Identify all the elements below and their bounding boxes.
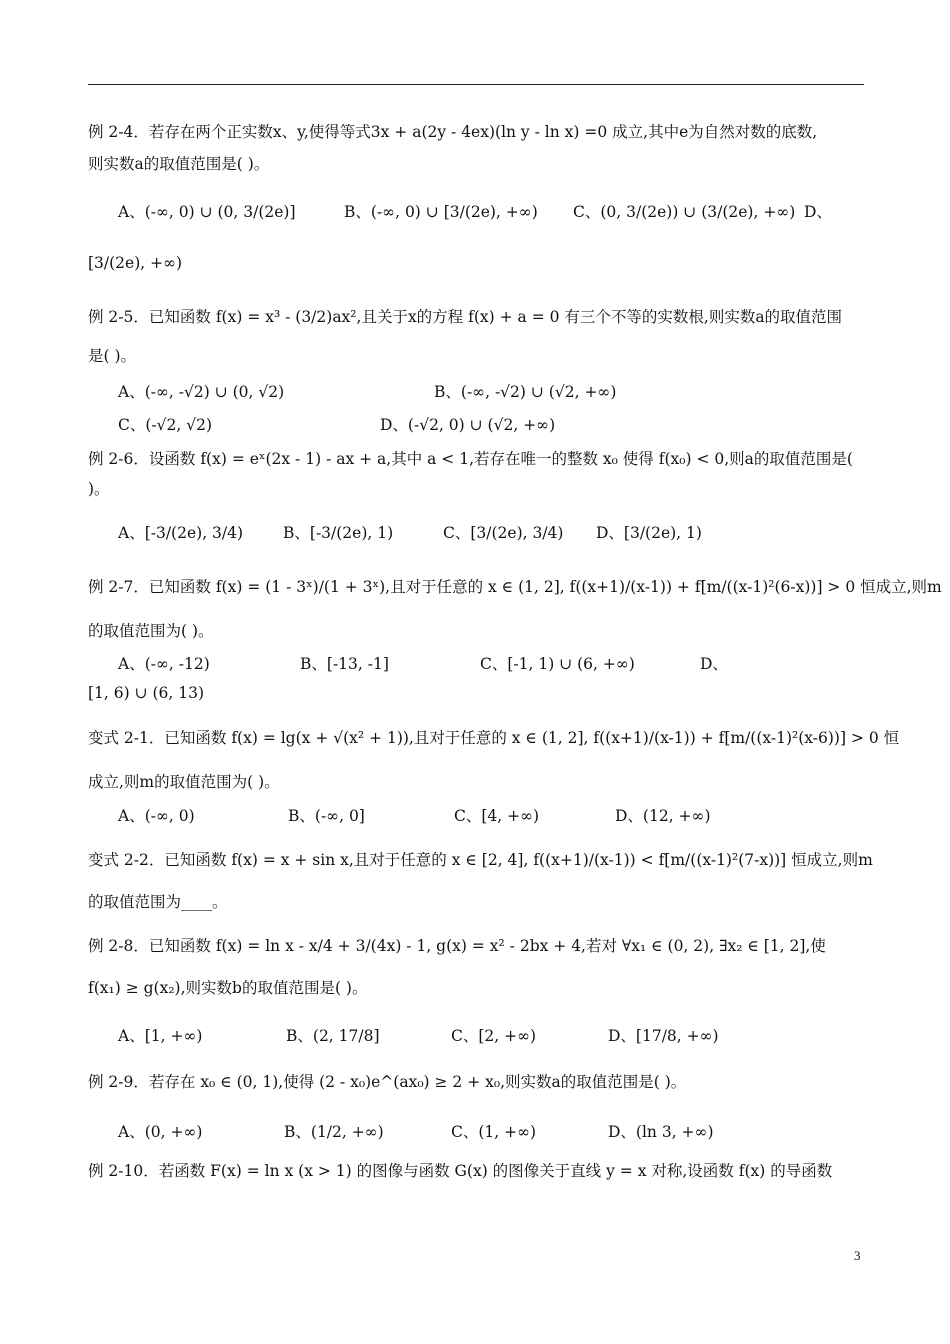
- option-c: C、[4, +∞): [454, 807, 540, 825]
- problem-2-8-line2: f(x₁) ≥ g(x₂),则实数b的取值范围是( )。: [88, 979, 368, 997]
- option-b: B、(-∞, 0]: [288, 807, 365, 825]
- problem-2-7-line1: 例 2-7．已知函数 f(x) = (1 - 3ˣ)/(1 + 3ˣ),且对于任意的 x ∈ (1, 2], f((x+1)/(x-1)) + f[m/((x-1)²(6-x))] > 0 恒成立,则m: [88, 578, 942, 596]
- option-c: C、[3/(2e), 3/4): [443, 524, 564, 542]
- problem-2-4-option-d-cont: [3/(2e), +∞): [88, 254, 183, 272]
- problem-2-5-line2: 是( )。: [88, 347, 137, 365]
- option-b: B、[-3/(2e), 1): [283, 524, 394, 542]
- option-d: D、[17/8, +∞): [608, 1027, 719, 1045]
- option-a: A、[1, +∞): [118, 1027, 203, 1045]
- option-d: D、: [804, 203, 832, 221]
- option-a: A、(-∞, -12): [118, 655, 210, 673]
- variant-2-1-line2: 成立,则m的取值范围为( )。: [88, 773, 280, 791]
- problem-2-4-line1: 例 2-4．若存在两个正实数x、y,使得等式3x + a(2y - 4ex)(ln y - ln x) =0 成立,其中e为自然对数的底数,: [88, 123, 818, 141]
- option-b: B、(-∞, 0) ∪ [3/(2e), +∞): [344, 203, 538, 221]
- option-a: A、(-∞, -√2) ∪ (0, √2): [118, 383, 285, 401]
- problem-2-9-line1: 例 2-9．若存在 x₀ ∈ (0, 1),使得 (2 - x₀)e^(ax₀) ≥ 2 + x₀,则实数a的取值范围是( )。: [88, 1073, 687, 1091]
- option-a: A、(-∞, 0) ∪ (0, 3/(2e)]: [118, 203, 296, 221]
- problem-2-7-line2: 的取值范围为( )。: [88, 622, 214, 640]
- problem-2-7-option-d-cont: [1, 6) ∪ (6, 13): [88, 684, 205, 702]
- header-rule: [88, 84, 864, 85]
- option-c: C、[2, +∞): [451, 1027, 537, 1045]
- option-c: C、(0, 3/(2e)) ∪ (3/(2e), +∞): [573, 203, 796, 221]
- option-a: A、(-∞, 0): [118, 807, 195, 825]
- problem-2-4-line2: 则实数a的取值范围是( )。: [88, 155, 270, 173]
- option-d: D、: [700, 655, 728, 673]
- variant-2-2-line2: 的取值范围为____。: [88, 893, 228, 911]
- variant-2-2-line1: 变式 2-2．已知函数 f(x) = x + sin x,且对于任意的 x ∈ [2, 4], f((x+1)/(x-1)) < f[m/((x-1)²(7-x))] 恒成立,则m: [88, 851, 873, 869]
- option-b: B、(1/2, +∞): [284, 1123, 384, 1141]
- problem-2-8-line1: 例 2-8．已知函数 f(x) = ln x - x/4 + 3/(4x) - 1, g(x) = x² - 2bx + 4,若对 ∀x₁ ∈ (0, 2), ∃x₂ ∈ [1, 2],使: [88, 937, 826, 955]
- page-number: 3: [854, 1248, 861, 1263]
- problem-2-6-line2: )。: [88, 480, 110, 498]
- variant-2-1-line1: 变式 2-1．已知函数 f(x) = lg(x + √(x² + 1)),且对于任意的 x ∈ (1, 2], f((x+1)/(x-1)) + f[m/((x-1)²(x-6))] > 0 恒: [88, 729, 900, 747]
- option-c: C、(1, +∞): [451, 1123, 537, 1141]
- option-d: D、(12, +∞): [615, 807, 711, 825]
- option-b: B、[-13, -1]: [300, 655, 389, 673]
- option-b: B、(2, 17/8]: [286, 1027, 380, 1045]
- problem-2-5-line1: 例 2-5．已知函数 f(x) = x³ - (3/2)ax²,且关于x的方程 f(x) + a = 0 有三个不等的实数根,则实数a的取值范围: [88, 308, 843, 326]
- option-d: D、(ln 3, +∞): [608, 1123, 714, 1141]
- option-d: D、(-√2, 0) ∪ (√2, +∞): [380, 416, 556, 434]
- option-d: D、[3/(2e), 1): [596, 524, 702, 542]
- option-a: A、[-3/(2e), 3/4): [118, 524, 244, 542]
- option-a: A、(0, +∞): [118, 1123, 203, 1141]
- problem-2-10-line1: 例 2-10．若函数 F(x) = ln x (x > 1) 的图像与函数 G(x) 的图像关于直线 y = x 对称,设函数 f(x) 的导函数: [88, 1162, 833, 1180]
- option-b: B、(-∞, -√2) ∪ (√2, +∞): [434, 383, 617, 401]
- option-c: C、[-1, 1) ∪ (6, +∞): [480, 655, 635, 673]
- problem-2-6-line1: 例 2-6．设函数 f(x) = eˣ(2x - 1) - ax + a,其中 a < 1,若存在唯一的整数 x₀ 使得 f(x₀) < 0,则a的取值范围是(: [88, 450, 853, 468]
- option-c: C、(-√2, √2): [118, 416, 213, 434]
